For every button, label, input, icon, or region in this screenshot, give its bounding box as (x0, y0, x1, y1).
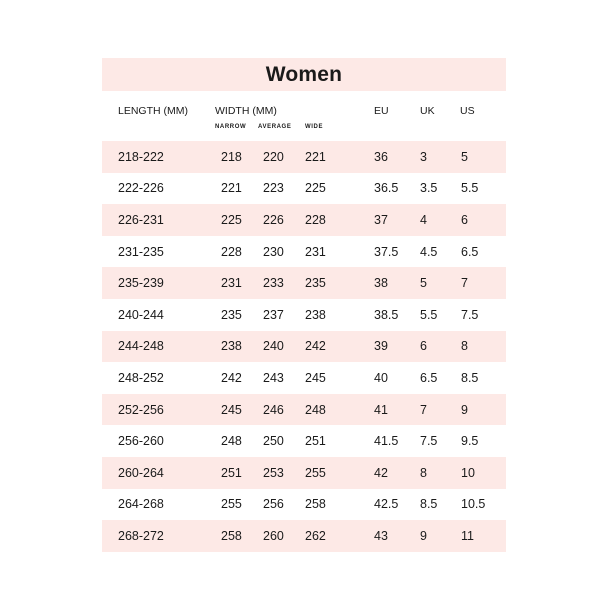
header-us: US (460, 105, 475, 117)
cell-length: 240-244 (118, 307, 164, 322)
cell-average: 243 (263, 370, 284, 385)
cell-uk: 7.5 (420, 434, 438, 449)
size-chart (102, 58, 506, 552)
cell-us: 7.5 (461, 307, 479, 322)
cell-narrow: 228 (221, 244, 242, 259)
cell-length: 268-272 (118, 528, 164, 543)
cell-length: 222-226 (118, 181, 164, 196)
cell-average: 246 (263, 402, 284, 417)
cell-wide: 251 (305, 434, 326, 449)
cell-uk: 4.5 (420, 244, 438, 259)
cell-narrow: 251 (221, 465, 242, 480)
cell-us: 6 (461, 212, 468, 227)
cell-us: 7 (461, 276, 468, 291)
cell-us: 5 (461, 149, 468, 164)
cell-eu: 41.5 (374, 434, 399, 449)
cell-average: 230 (263, 244, 284, 259)
cell-length: 235-239 (118, 276, 164, 291)
cell-us: 10.5 (461, 497, 486, 512)
cell-eu: 42 (374, 465, 388, 480)
cell-average: 240 (263, 339, 284, 354)
cell-uk: 5 (420, 276, 427, 291)
cell-length: 248-252 (118, 370, 164, 385)
cell-wide: 255 (305, 465, 326, 480)
cell-wide: 248 (305, 402, 326, 417)
cell-uk: 8 (420, 465, 427, 480)
cell-uk: 9 (420, 528, 427, 543)
cell-uk: 5.5 (420, 307, 438, 322)
cell-wide: 225 (305, 181, 326, 196)
cell-eu: 41 (374, 402, 388, 417)
cell-length: 252-256 (118, 402, 164, 417)
cell-uk: 6 (420, 339, 427, 354)
cell-wide: 238 (305, 307, 326, 322)
cell-us: 6.5 (461, 244, 479, 259)
cell-length: 256-260 (118, 434, 164, 449)
cell-length: 264-268 (118, 497, 164, 512)
chart-title: Women (102, 58, 506, 91)
cell-eu: 37 (374, 212, 388, 227)
cell-average: 226 (263, 212, 284, 227)
cell-narrow: 218 (221, 149, 242, 164)
cell-length: 231-235 (118, 244, 164, 259)
table-row (102, 520, 506, 552)
cell-wide: 231 (305, 244, 326, 259)
table-row (102, 394, 506, 426)
table-row (102, 141, 506, 173)
table-body (102, 141, 506, 552)
header-average: AVERAGE (258, 124, 292, 130)
cell-us: 9.5 (461, 434, 479, 449)
cell-eu: 36 (374, 149, 388, 164)
cell-wide: 235 (305, 276, 326, 291)
table-row (102, 489, 506, 521)
cell-average: 260 (263, 528, 284, 543)
cell-length: 244-248 (118, 339, 164, 354)
table-row (102, 299, 506, 331)
header-length: LENGTH (MM) (118, 105, 188, 117)
cell-length: 218-222 (118, 149, 164, 164)
header-wide: WIDE (305, 124, 324, 130)
cell-eu: 43 (374, 528, 388, 543)
cell-eu: 38 (374, 276, 388, 291)
cell-average: 256 (263, 497, 284, 512)
cell-wide: 245 (305, 370, 326, 385)
cell-average: 253 (263, 465, 284, 480)
cell-eu: 37.5 (374, 244, 399, 259)
table-row (102, 425, 506, 457)
cell-narrow: 245 (221, 402, 242, 417)
cell-uk: 3 (420, 149, 427, 164)
cell-eu: 42.5 (374, 497, 399, 512)
cell-length: 226-231 (118, 212, 164, 227)
cell-uk: 4 (420, 212, 427, 227)
cell-narrow: 225 (221, 212, 242, 227)
header-uk: UK (420, 105, 435, 117)
header-narrow: NARROW (215, 124, 247, 130)
cell-average: 220 (263, 149, 284, 164)
cell-narrow: 235 (221, 307, 242, 322)
cell-wide: 262 (305, 528, 326, 543)
table-row (102, 204, 506, 236)
cell-average: 233 (263, 276, 284, 291)
table-row (102, 267, 506, 299)
cell-narrow: 248 (221, 434, 242, 449)
cell-length: 260-264 (118, 465, 164, 480)
cell-eu: 39 (374, 339, 388, 354)
header-width: WIDTH (MM) (215, 105, 277, 117)
cell-us: 5.5 (461, 181, 479, 196)
table-row (102, 331, 506, 363)
cell-uk: 7 (420, 402, 427, 417)
cell-narrow: 238 (221, 339, 242, 354)
cell-wide: 258 (305, 497, 326, 512)
cell-wide: 228 (305, 212, 326, 227)
cell-us: 9 (461, 402, 468, 417)
cell-eu: 38.5 (374, 307, 399, 322)
cell-wide: 242 (305, 339, 326, 354)
cell-average: 250 (263, 434, 284, 449)
cell-wide: 221 (305, 149, 326, 164)
cell-uk: 6.5 (420, 370, 438, 385)
table-row (102, 173, 506, 205)
table-row (102, 457, 506, 489)
table-header (102, 91, 506, 141)
cell-us: 8.5 (461, 370, 479, 385)
cell-uk: 8.5 (420, 497, 438, 512)
cell-narrow: 258 (221, 528, 242, 543)
cell-average: 237 (263, 307, 284, 322)
header-eu: EU (374, 105, 389, 117)
cell-narrow: 242 (221, 370, 242, 385)
cell-eu: 40 (374, 370, 388, 385)
cell-average: 223 (263, 181, 284, 196)
table-row (102, 362, 506, 394)
cell-narrow: 255 (221, 497, 242, 512)
cell-us: 10 (461, 465, 475, 480)
cell-narrow: 221 (221, 181, 242, 196)
cell-narrow: 231 (221, 276, 242, 291)
cell-eu: 36.5 (374, 181, 399, 196)
cell-us: 11 (461, 528, 474, 543)
cell-us: 8 (461, 339, 468, 354)
table-row (102, 236, 506, 268)
cell-uk: 3.5 (420, 181, 438, 196)
